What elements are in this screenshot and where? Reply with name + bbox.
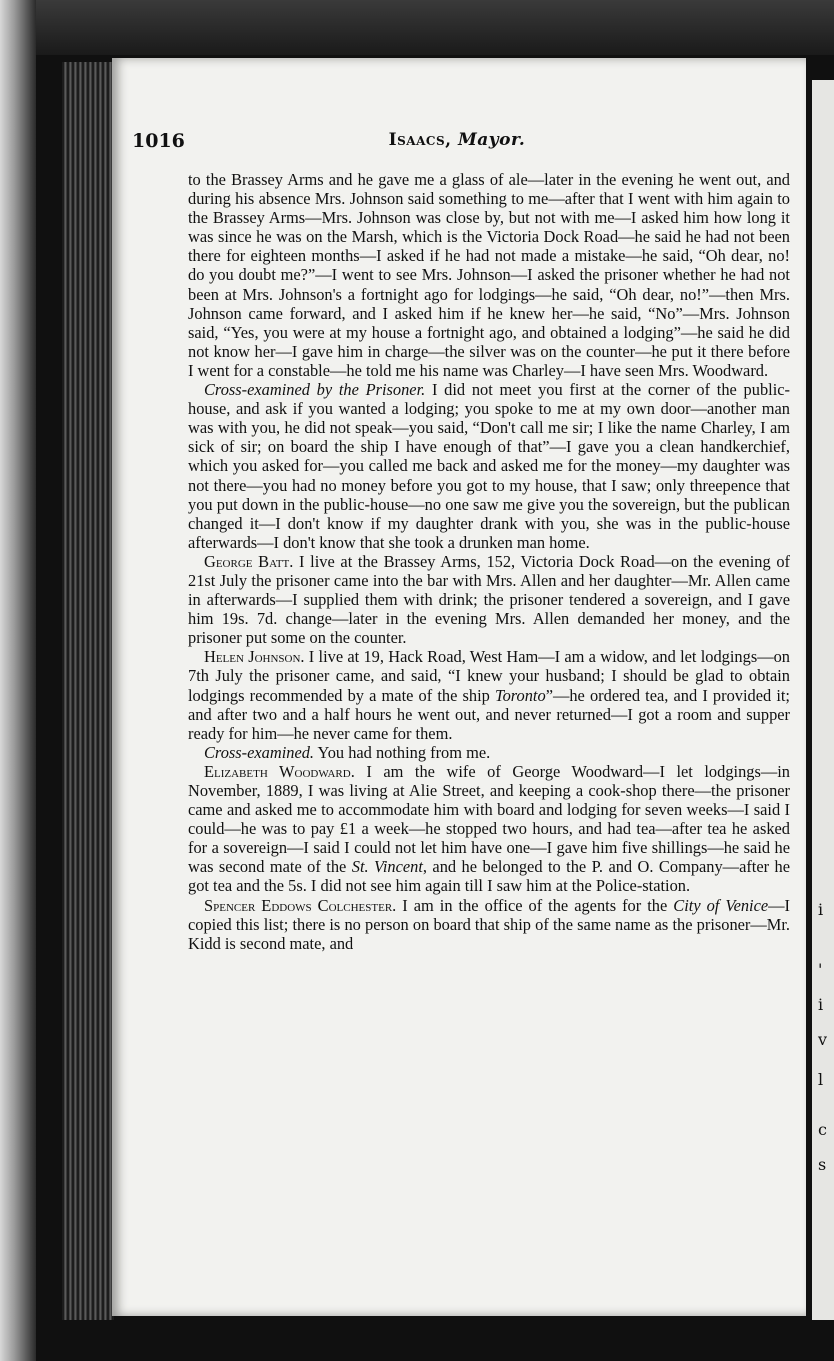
margin-fragment: l [818,1070,824,1089]
paragraph-text: I am the wife of George Woodward—I let lodgings—in November, 1889, I was living at Alie Street, and keeping a cook-shop there—the prisoner came and asked me to accommodate him with board and lodging for seven weeks—I said I could—he was to pay £1 a week—he stopped two hours, and had tea—after tea he asked for a sovereign—I said I could not let him have one—I gave him five shillings—he said he was second mate of the [188,761,790,877]
page-body [188,170,790,953]
running-head [132,130,782,150]
paragraph-witness-helen-johnson [188,647,790,742]
paragraph-witness-elizabeth-woodward [188,762,790,896]
witness-name: Spencer Eddows Colchester. [204,895,397,915]
paragraph-witness-spencer-colchester [188,896,790,953]
margin-fragment: v [818,1030,828,1049]
margin-fragment: c [818,1120,827,1139]
witness-name: Elizabeth Woodward. [204,761,355,781]
page-header [132,130,782,156]
paragraph-text: I did not meet you first at the corner of the public-house, and ask if you wanted a lodging; you spoke to me at my own door—another man was with you, he did not speak—you said, “Don't call me sir; I like the name Charley, I am sick of sir; on board the ship I have enough of that”—I gave you a clean handkerchief, which you asked for—you called me back and asked me for the money—my daughter was not there—you had no money before you got to my house, that I saw; only threepence that you put down in the public-house—no one saw me give you the sovereign, but the publican changed it—I don't know if my daughter drank with you, she was in the public-house afterwards—I don't know that she took a drunken man home. [188,380,790,552]
margin-fragment: ' [818,960,823,979]
margin-fragment: i [818,995,824,1014]
page-number: 1016 [132,130,185,152]
paragraph-cross-examined [188,743,790,762]
ship-name: Toronto [494,685,546,705]
paragraph-text: I live at 19, Hack Road, West Ham—I am a widow, and let lodgings—on 7th July the prisoner came, and said, “I knew your husband; I should be glad to obtain lodgings recommended by a mate of the ship [188,647,790,705]
paragraph-text: You had nothing from me. [314,742,491,762]
paragraph-witness-george-batt [188,552,790,647]
cross-examined-label: Cross-examined by the Prisoner. [204,380,426,400]
margin-fragment: i [818,900,824,919]
paragraph-text: to the Brassey Arms and he gave me a glass of ale—later in the evening he went out, and during his absence Mrs. Johnson said something to me—after that I went with him again to the Brassey Arms—Mrs. Johnson was close by, but not with me—I asked him how long it was since he was on the Marsh, which is the Victoria Dock Road—he said he had not been there for eighteen months—I asked if he had not made a mistake—he said, “Oh dear, no! do you doubt me?”—I went to see Mrs. Johnson—I asked the prisoner whether he had not been at Mrs. Johnson's a fortnight ago for lodgings—he said, “Oh dear, no!”—then Mrs. Johnson came forward, and I asked him if he knew her—he said, “No”—Mrs. Johnson said, “Yes, you were at my house a fortnight ago, and obtained a lodging”—he said he did not know her—I gave him in charge—the silver was on the counter—he put it there before I went for a constable—he told me his name was Charley—I have seen Mrs. Woodward. [188,170,790,380]
witness-name: Helen Johnson. [204,647,305,667]
paragraph-text: I live at the Brassey Arms, 152, Victoria Dock Road—on the evening of 21st July the prisoner came into the bar with Mrs. Allen and her daughter—Mr. Allen came in afterwards—I supplied them with drink; the prisoner tendered a sovereign, and I gave him 19s. 7d. change—later in the evening Mrs. Allen demanded her money, and the prisoner put some on the counter. [188,551,791,648]
book-left-edge [0,0,36,1361]
ship-name: St. Vincent [351,857,423,877]
paragraph-text: —I copied this list; there is no person on board that ship of the same name as the prisoner—Mr. Kidd is second mate, and [188,895,791,953]
paragraph-text: ”—he ordered tea, and I provided it; and after two and a half hours he went out, and never returned—I got a room and supper ready for him—he never came for them. [188,685,790,743]
witness-name: George Batt. [204,551,294,571]
cross-examined-label: Cross-examined. [204,742,315,762]
ship-name: City of Venice [673,895,769,915]
running-head-name: Isaacs [388,130,446,150]
scan-background-top [0,0,834,55]
margin-fragment: s [818,1155,827,1174]
paragraph-text: I am in the office of the agents for the [396,895,674,915]
adjacent-page-strip [812,80,834,1320]
running-head-title: Mayor. [457,130,526,150]
paragraph-testimony-continued [188,170,790,380]
page-stack-edge [62,62,114,1320]
running-head-separator: , [445,130,458,150]
paragraph-cross-examination [188,380,790,552]
paragraph-text: , and he belonged to the P. and O. Company—after he got tea and the 5s. I did not see him again till I saw him at the Police-station. [188,857,790,896]
